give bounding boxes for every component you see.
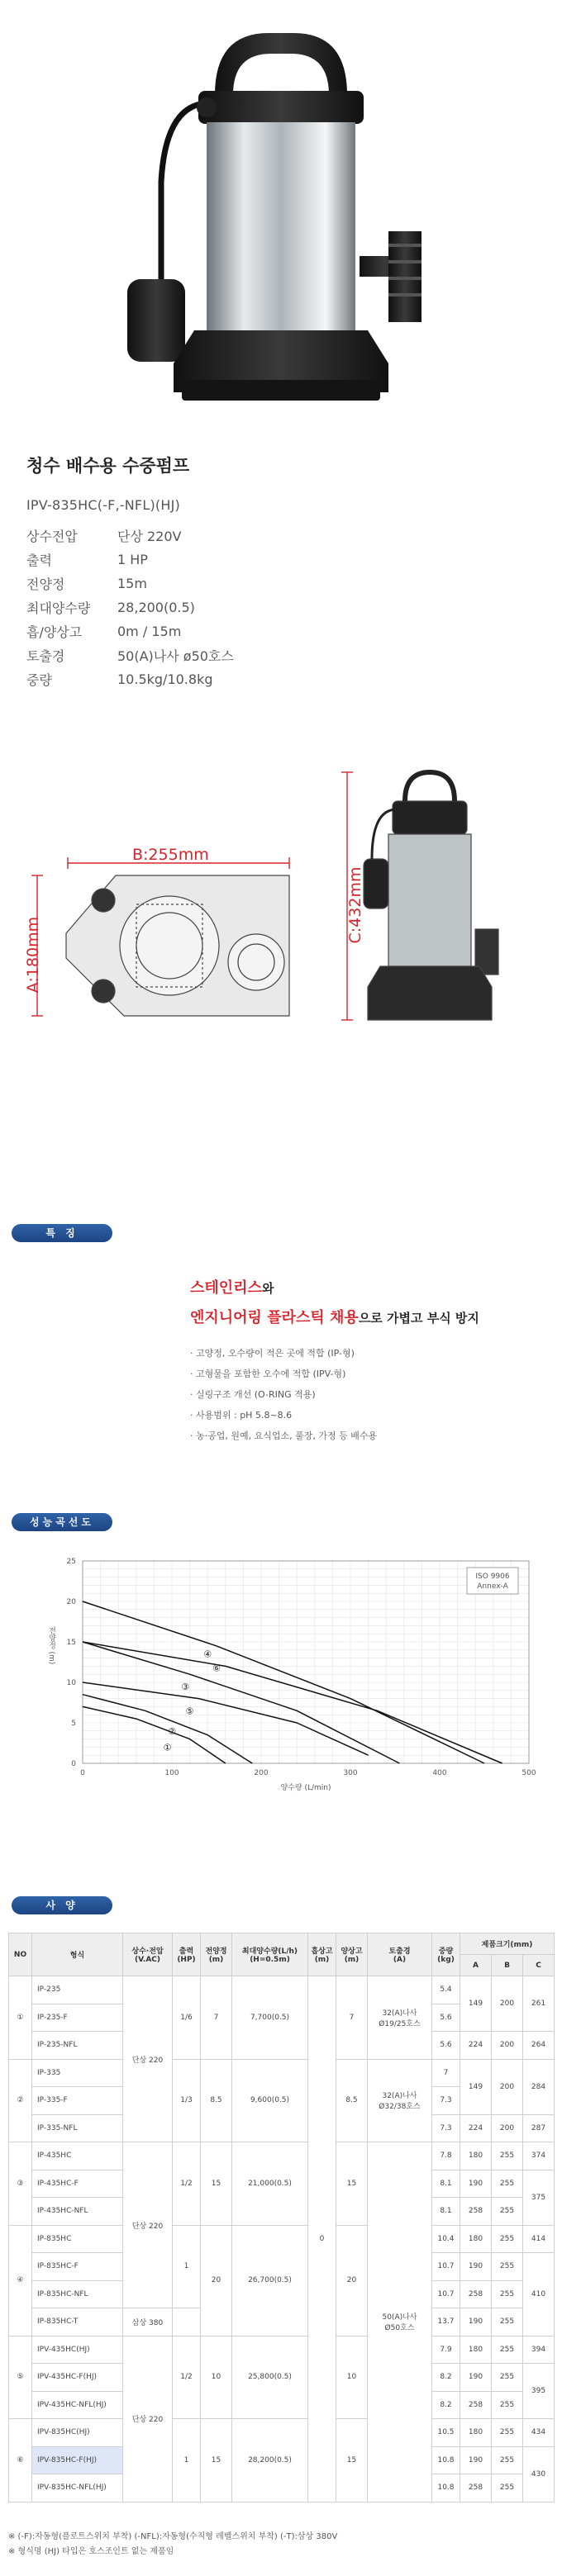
cell-weight: 10.7 [432,2280,460,2308]
cell-b: 200 [492,1976,523,2032]
cell-c: 284 [523,2059,555,2114]
th-output: 출력 (HP) [173,1933,201,1976]
spec-value: 1 HP [117,552,148,567]
th-size-b: B [492,1955,523,1976]
dim-b-label: B:255mm [132,846,209,864]
cell-a: 258 [460,2280,492,2308]
cell-a: 190 [460,2364,492,2392]
x-axis-label: 양수량 (L/min) [280,1784,331,1792]
series-label: ① [163,1742,172,1753]
cell-weight: 5.4 [432,1976,460,2004]
cell-c: 410 [523,2253,555,2336]
series-label: ⑤ [185,1705,194,1717]
dim-a-label: A:180mm [24,916,42,994]
cell-weight: 10.8 [432,2474,460,2502]
y-tick-label: 10 [66,1679,76,1687]
model-cell: IP-435HC-F [32,2170,123,2198]
th-size: 제품크기(mm) [460,1933,555,1955]
model-cell: IP-235-F [32,2004,123,2032]
table-row [9,2225,555,2253]
cell-weight: 10.7 [432,2253,460,2281]
cell-a: 190 [460,2253,492,2281]
cell-voltage: 단상 220 [123,1976,173,2142]
cell-output [173,2308,201,2336]
feature-item: · 고형물을 포함한 오수에 적합 (IPV-형) [190,1369,346,1379]
cell-lift: 15 [336,2419,368,2502]
features-headline-1 [190,1276,274,1297]
feature-item: · 고양정, 오수량이 적은 곳에 적합 (IP-형) [190,1348,355,1359]
y-tick-label: 25 [66,1558,76,1566]
cell-a: 180 [460,2142,492,2170]
headline-rest-text: 으로 가볍고 부식 방지 [358,1311,479,1326]
cell-voltage: 단상 220 [123,2142,173,2308]
cell-flow: 25,800(0.5) [232,2336,308,2419]
y-tick-label: 0 [71,1760,76,1768]
cell-flow: 7,700(0.5) [232,1976,308,2060]
x-tick-label: 200 [254,1769,269,1777]
cell-weight: 7.3 [432,2087,460,2115]
model-cell: IP-235 [32,1976,123,2004]
cell-output: 1/6 [173,1976,201,2060]
cell-output: 1/2 [173,2336,201,2419]
cell-b: 200 [492,2059,523,2114]
cell-no: ④ [9,2225,32,2336]
cell-weight: 8.2 [432,2364,460,2392]
spec-row [26,643,374,667]
x-tick-label: 0 [80,1769,85,1777]
table-row [9,2336,555,2364]
spec-row [26,572,374,595]
spec-value: 28,200(0.5) [117,600,195,615]
note-line: ※ (-F):자동형(플로트스위치 부착) (-NFL):자동형(수직형 레벨스위치 부착) (-T):삼상 380V [8,2532,338,2541]
table-notes [8,2529,337,2559]
cell-b: 255 [492,2170,523,2198]
headline-red-text: 엔지니어링 플라스틱 채용 [190,1309,359,1326]
cell-c: 414 [523,2225,555,2253]
cell-no: ⑤ [9,2336,32,2419]
th-suction: 흡상고 (m) [308,1933,336,1976]
cell-weight: 10.5 [432,2419,460,2447]
cell-lift: 8.5 [336,2059,368,2142]
cell-b: 255 [492,2142,523,2170]
cell-flow: 21,000(0.5) [232,2142,308,2226]
model-cell: IP-835HC-F [32,2253,123,2281]
cell-outlet: 50(A)나사 Ø50호스 [368,2142,432,2502]
cell-c: 375 [523,2170,555,2225]
features-list [190,1346,377,1449]
spec-value: 단상 220V [117,529,182,544]
spec-key: 전양정 [26,576,65,592]
series-label: ② [168,1725,176,1737]
cell-weight: 8.1 [432,2198,460,2226]
headline-rest-text: 와 [261,1281,274,1296]
product-model: IPV-835HC(-F,-NFL)(HJ) [26,497,180,513]
cell-voltage: 단상 220 [123,2336,173,2502]
spec-value: 15m [117,576,147,591]
cell-a: 190 [460,2446,492,2474]
cell-no: ⑥ [9,2419,32,2502]
spec-key: 최대양수량 [26,600,91,616]
feature-item: · 실링구조 개선 (O-RING 적용) [190,1389,316,1400]
th-lift: 양상고 (m) [336,1933,368,1976]
cell-lift: 20 [336,2225,368,2336]
cell-weight: 8.1 [432,2170,460,2198]
series-label: ⑥ [212,1663,221,1674]
th-size-c: C [523,1955,555,1976]
cell-weight: 5.6 [432,2032,460,2060]
spec-key: 출력 [26,553,52,568]
cell-a: 224 [460,2114,492,2142]
cell-weight: 10.4 [432,2225,460,2253]
cell-flow: 28,200(0.5) [232,2419,308,2502]
spec-key: 상수전압 [26,529,78,544]
cell-weight: 7 [432,2059,460,2087]
cell-b: 255 [492,2336,523,2364]
cell-no: ② [9,2059,32,2142]
note-line: ※ 형식명 (HJ) 타입은 호스조인트 없는 제품임 [8,2547,174,2556]
cell-c: 395 [523,2364,555,2419]
headline-red-text: 스테인리스 [190,1279,262,1297]
y-axis-label: 전양정 (m) [47,1626,55,1665]
cell-c: 261 [523,1976,555,2032]
cell-flow: 9,600(0.5) [232,2059,308,2142]
cell-head: 20 [201,2225,232,2336]
cell-lift: 10 [336,2336,368,2419]
cell-c: 287 [523,2114,555,2142]
spec-key: 중량 [26,672,52,688]
spec-key: 토출경 [26,648,65,664]
cell-voltage: 삼상 380 [123,2308,173,2336]
cell-c: 434 [523,2419,555,2447]
th-model: 형식 [32,1933,123,1976]
cell-weight: 7.9 [432,2336,460,2364]
cell-a: 190 [460,2170,492,2198]
spec-row [26,667,374,691]
cell-head: 7 [201,1976,232,2060]
cell-b: 200 [492,2032,523,2060]
cell-output: 1 [173,2225,201,2308]
dimension-drawing [17,768,545,1115]
cell-a: 180 [460,2419,492,2447]
cell-a: 258 [460,2198,492,2226]
cell-flow: 26,700(0.5) [232,2225,308,2336]
series-label: ④ [203,1649,212,1660]
spec-table [8,1933,555,2502]
cell-a: 258 [460,2474,492,2502]
model-cell: IP-835HC-NFL [32,2280,123,2308]
table-row [9,2059,555,2087]
pump-photo [116,17,446,413]
cell-output: 1 [173,2419,201,2502]
y-tick-label: 5 [71,1720,76,1728]
spec-row [26,548,374,572]
spec-summary [26,524,374,691]
cell-b: 255 [492,2308,523,2336]
feature-item: · 사용범위 : pH 5.8~8.6 [190,1410,293,1421]
iso-annotation-text: Annex-A [477,1582,508,1591]
dim-c-label: C:432mm [346,866,364,944]
table-row [9,1976,555,2004]
spec-row [26,524,374,548]
cell-weight: 7.3 [432,2114,460,2142]
model-cell: IPV-435HC-NFL(HJ) [32,2391,123,2419]
model-cell: IPV-435HC(HJ) [32,2336,123,2364]
x-tick-label: 100 [164,1769,179,1777]
cell-output: 1/2 [173,2142,201,2226]
model-cell: IPV-835HC-NFL(HJ) [32,2474,123,2502]
cell-b: 255 [492,2225,523,2253]
cell-no: ① [9,1976,32,2060]
cell-b: 255 [492,2198,523,2226]
th-flow: 최대양수량(L/h) (H=0.5m) [232,1933,308,1976]
iso-annotation-text: ISO 9906 [475,1573,510,1581]
model-cell: IP-435HC [32,2142,123,2170]
cell-c: 430 [523,2446,555,2502]
th-outlet: 토출경 (A) [368,1933,432,1976]
cell-a: 258 [460,2391,492,2419]
cell-weight: 7.8 [432,2142,460,2170]
model-cell: IP-335-NFL [32,2114,123,2142]
model-cell: IP-335-F [32,2087,123,2115]
cell-no: ③ [9,2142,32,2226]
performance-section-label: 성능곡선도 [12,1513,112,1531]
spec-value: 0m / 15m [117,624,182,639]
model-cell: IP-335 [32,2059,123,2087]
y-tick-label: 20 [66,1598,76,1606]
cell-b: 255 [492,2364,523,2392]
cell-lift: 15 [336,2142,368,2226]
cell-b: 255 [492,2474,523,2502]
th-voltage: 상수·전압 (V.AC) [123,1933,173,1976]
cell-weight: 8.2 [432,2391,460,2419]
cell-head: 8.5 [201,2059,232,2142]
model-cell-highlighted: IPV-835HC-F(HJ) [32,2446,123,2474]
product-title: 청수 배수용 수중펌프 [26,456,190,476]
cell-head: 10 [201,2336,232,2419]
cell-b: 255 [492,2280,523,2308]
th-no: NO [9,1933,32,1976]
cell-a: 190 [460,2308,492,2336]
cell-b: 255 [492,2391,523,2419]
cell-b: 255 [492,2446,523,2474]
series-label: ③ [181,1681,190,1692]
model-cell: IP-835HC-T [32,2308,123,2336]
cell-outlet: 32(A)나사 Ø19/25호스 [368,1976,432,2060]
cell-head: 15 [201,2142,232,2226]
spec-row [26,619,374,643]
cell-a: 224 [460,2032,492,2060]
th-weight: 중량 (kg) [432,1933,460,1976]
cell-b: 200 [492,2114,523,2142]
series-line-⑥ [83,1642,502,1763]
cell-b: 255 [492,2253,523,2281]
cell-b: 255 [492,2419,523,2447]
feature-item: · 농·공업, 원예, 요식업소, 풀장, 가정 등 배수용 [190,1430,378,1441]
spec-key: 흡/양상고 [26,624,83,640]
cell-c: 264 [523,2032,555,2060]
cell-weight: 10.8 [432,2446,460,2474]
model-cell: IP-235-NFL [32,2032,123,2060]
series-line-③ [83,1642,399,1763]
cell-a: 180 [460,2225,492,2253]
model-cell: IPV-435HC-F(HJ) [32,2364,123,2392]
spec-row [26,595,374,619]
spec-value: 50(A)나사 ø50호스 [117,648,234,664]
x-tick-label: 500 [522,1769,536,1777]
th-head: 전양정 (m) [201,1933,232,1976]
table-row [9,2419,555,2447]
features-headline-2 [190,1306,479,1327]
cell-lift: 7 [336,1976,368,2060]
cell-suction: 0 [308,1976,336,2502]
model-cell: IP-435HC-NFL [32,2198,123,2226]
cell-weight: 5.6 [432,2004,460,2032]
x-tick-label: 300 [343,1769,358,1777]
cell-output: 1/3 [173,2059,201,2142]
cell-c: 394 [523,2336,555,2364]
model-cell: IP-835HC [32,2225,123,2253]
y-tick-label: 15 [66,1639,76,1647]
cell-a: 149 [460,1976,492,2032]
features-section-label: 특 징 [12,1224,112,1242]
performance-chart [33,1544,545,1792]
cell-a: 149 [460,2059,492,2114]
cell-outlet: 32(A)나사 Ø32/38호스 [368,2059,432,2142]
cell-head: 15 [201,2419,232,2502]
cell-c: 374 [523,2142,555,2170]
cell-weight: 13.7 [432,2308,460,2336]
spec-section-label: 사 양 [12,1896,112,1914]
x-tick-label: 400 [432,1769,447,1777]
cell-a: 180 [460,2336,492,2364]
spec-value: 10.5kg/10.8kg [117,671,213,687]
th-size-a: A [460,1955,492,1976]
table-row [9,2142,555,2170]
model-cell: IPV-835HC(HJ) [32,2419,123,2447]
